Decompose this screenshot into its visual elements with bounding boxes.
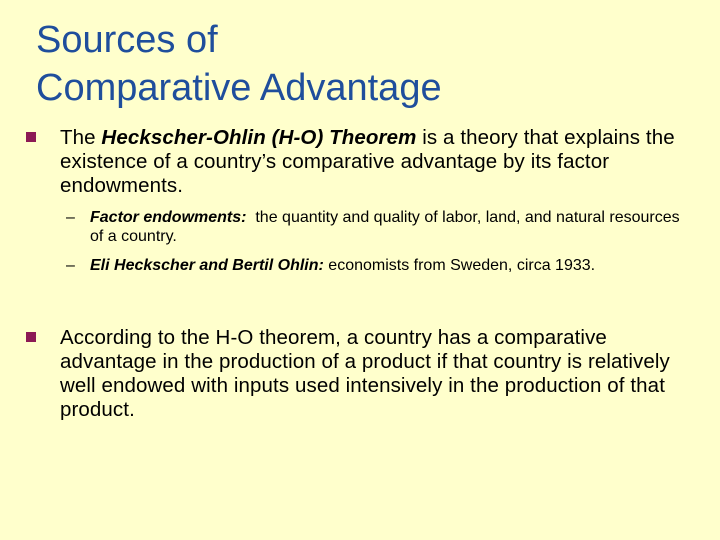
sub-bullet-definition: economists from Sweden, circa 1933. xyxy=(323,257,596,274)
dash-icon: – xyxy=(66,209,75,226)
bullet-text xyxy=(60,126,704,198)
sub-bullet-factor-endowments xyxy=(66,208,686,246)
slide-title xyxy=(36,16,676,112)
sub-bullet-definition: the quantity and quality of labor, land, and natural resources of a country. xyxy=(90,209,685,245)
sub-bullet-term: Eli Heckscher and Bertil Ohlin: xyxy=(90,257,324,274)
bullet-term: Heckscher-Ohlin (H-O) Theorem xyxy=(101,126,417,149)
bullet-text: According to the H-O theorem, a country has a comparative advantage in the production of a product if that country is relatively well endowed with inputs used intensively in the production of that product. xyxy=(60,326,670,421)
bullet-heckscher-ohlin xyxy=(24,126,704,198)
bullet-prefix: The xyxy=(60,126,102,149)
bullet-suffix: is a theory that explains the existence of a country’s comparative advantage by its factor endowments. xyxy=(60,126,675,197)
slide-title-line-1: Sources of xyxy=(36,19,218,61)
sub-bullet-text xyxy=(90,208,686,246)
sub-bullet-heckscher-ohlin-names xyxy=(66,256,686,275)
dash-icon: – xyxy=(66,257,75,274)
sub-bullet-text xyxy=(90,256,686,275)
bullet-ho-theorem xyxy=(24,326,704,422)
sub-bullet-term: Factor endowments: xyxy=(90,209,247,226)
square-bullet-icon xyxy=(26,332,36,342)
slide-title-line-2: Comparative Advantage xyxy=(36,67,442,109)
square-bullet-icon xyxy=(26,132,36,142)
